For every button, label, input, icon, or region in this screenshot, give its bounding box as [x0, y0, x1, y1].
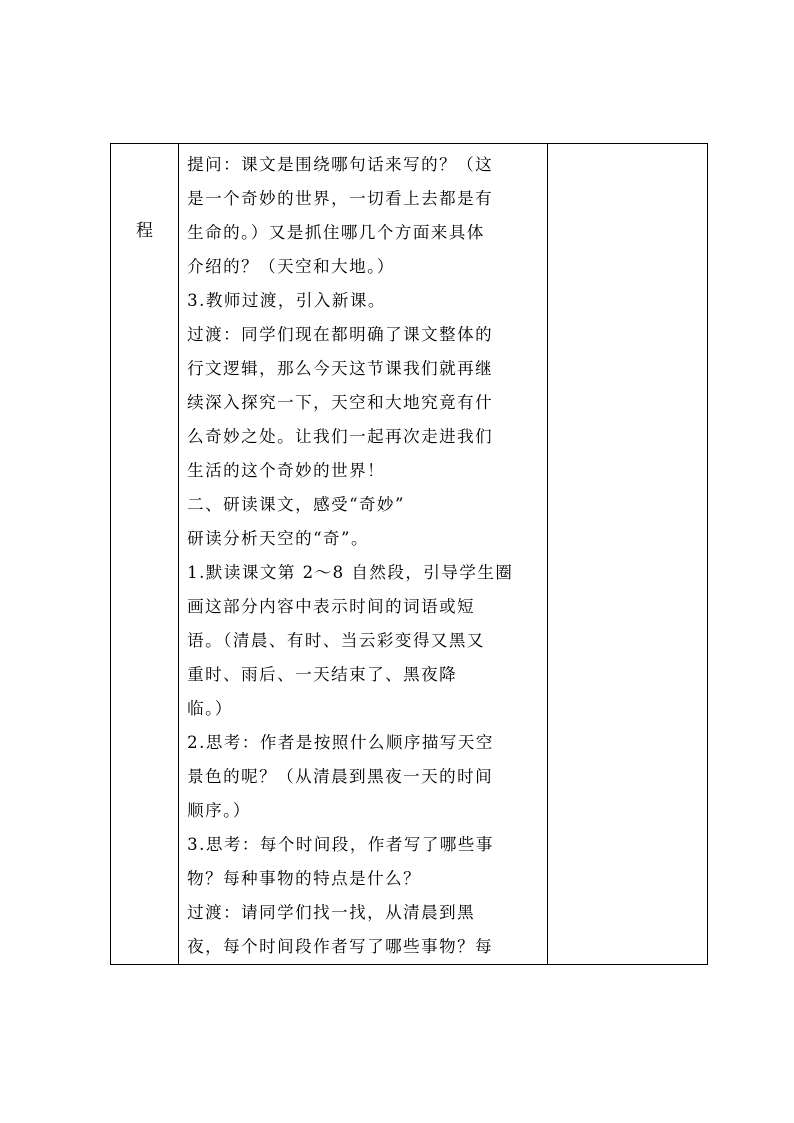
notes-cell — [547, 144, 707, 965]
table-row — [111, 144, 708, 965]
content-line: 景色的呢？（从清晨到黑夜一天的时间 — [187, 767, 494, 786]
section-label: 程 — [136, 221, 154, 241]
content-line: 语。（清晨、有时、当云彩变得又黑又 — [187, 631, 485, 650]
content-line: 临。） — [187, 699, 233, 718]
content-line: 么奇妙之处。让我们一起再次走进我们 — [187, 427, 494, 446]
content-line: 介绍的？（天空和大地。） — [187, 257, 395, 276]
content-line: 重时、雨后、一天结束了、黑夜降 — [187, 665, 458, 684]
content-line: 过渡：请同学们找一找，从清晨到黑 — [187, 903, 476, 922]
content-line: 行文逻辑，那么今天这节课我们就再继 — [187, 359, 494, 378]
lesson-content-cell — [179, 144, 548, 965]
content-line: 生命的。）又是抓住哪几个方面来具体 — [187, 223, 485, 242]
content-line: 生活的这个奇妙的世界！ — [187, 461, 386, 480]
content-line: 1.默读课文第 2～8 自然段，引导学生圈 — [187, 563, 514, 582]
content-line: 研读分析天空的“奇”。 — [187, 529, 369, 548]
section-label-cell — [111, 144, 179, 965]
content-line: 提问：课文是围绕哪句话来写的？（这 — [187, 155, 494, 174]
lesson-plan-table — [110, 143, 708, 965]
content-line: 3.思考：每个时间段，作者写了哪些事 — [187, 835, 494, 854]
content-line: 二、研读课文，感受“奇妙” — [187, 495, 405, 514]
content-line: 是一个奇妙的世界，一切看上去都是有 — [187, 189, 494, 208]
content-line: 过渡：同学们现在都明确了课文整体的 — [187, 325, 494, 344]
content-line: 物？每种事物的特点是什么？ — [187, 869, 422, 888]
content-line: 顺序。） — [187, 801, 251, 820]
content-line: 续深入探究一下，天空和大地究竟有什 — [187, 393, 494, 412]
content-line: 2.思考：作者是按照什么顺序描写天空 — [187, 733, 494, 752]
content-line: 画这部分内容中表示时间的词语或短 — [187, 597, 476, 616]
content-line: 3.教师过渡，引入新课。 — [187, 291, 386, 310]
content-line: 夜，每个时间段作者写了哪些事物？每 — [187, 937, 494, 956]
